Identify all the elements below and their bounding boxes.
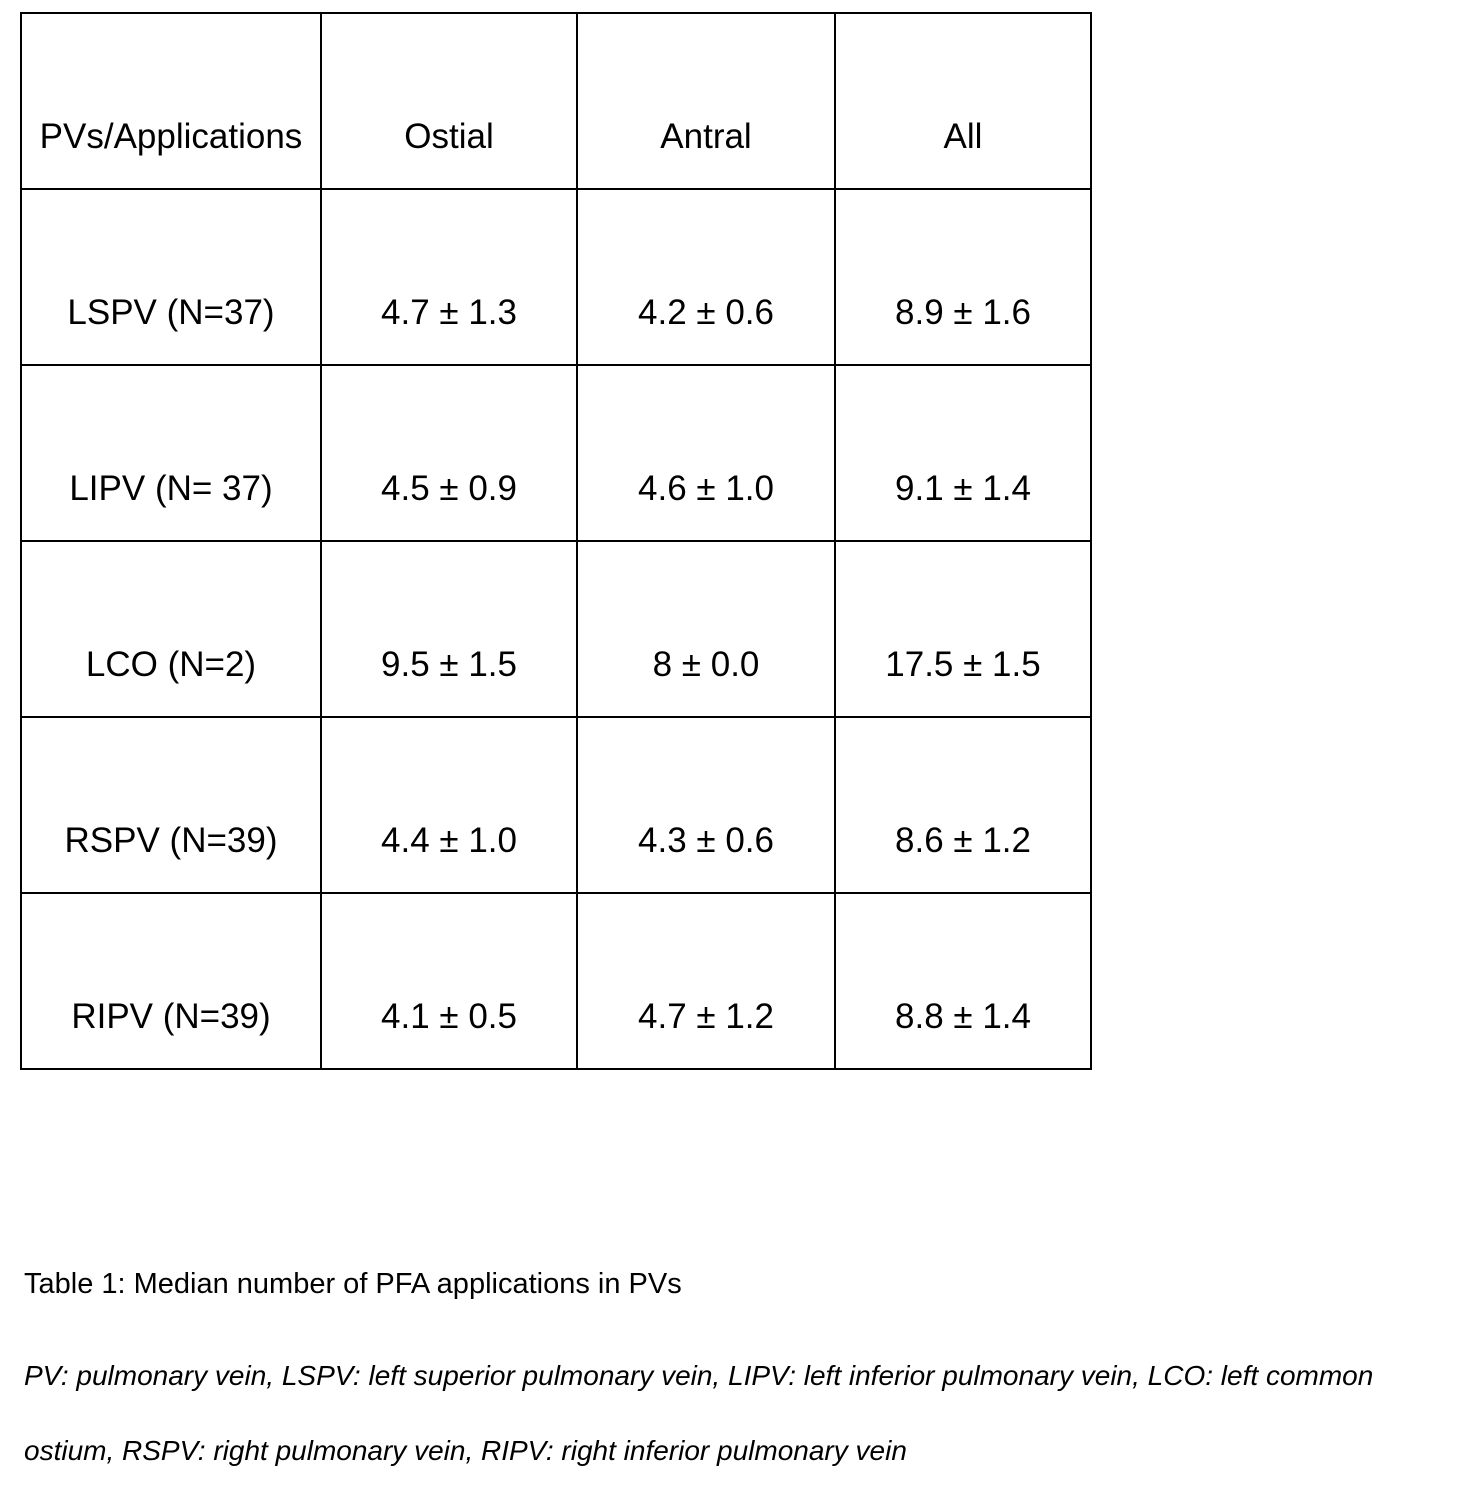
row-label-cell: LIPV (N= 37) — [21, 365, 321, 541]
all-cell: 9.1 ± 1.4 — [835, 365, 1091, 541]
table-row — [21, 893, 1091, 1069]
table-caption: Table 1: Median number of PFA applications in PVs — [24, 1268, 682, 1300]
header-all: All — [835, 13, 1091, 189]
all-cell: 8.6 ± 1.2 — [835, 717, 1091, 893]
ostial-cell: 4.4 ± 1.0 — [321, 717, 577, 893]
table-row — [21, 365, 1091, 541]
table-row — [21, 717, 1091, 893]
ostial-cell: 9.5 ± 1.5 — [321, 541, 577, 717]
table-row — [21, 189, 1091, 365]
ostial-cell: 4.1 ± 0.5 — [321, 893, 577, 1069]
antral-cell: 4.2 ± 0.6 — [577, 189, 835, 365]
row-label-cell: LCO (N=2) — [21, 541, 321, 717]
antral-cell: 4.6 ± 1.0 — [577, 365, 835, 541]
ostial-cell: 4.5 ± 0.9 — [321, 365, 577, 541]
all-cell: 8.9 ± 1.6 — [835, 189, 1091, 365]
header-ostial: Ostial — [321, 13, 577, 189]
all-cell: 17.5 ± 1.5 — [835, 541, 1091, 717]
row-label-cell: RSPV (N=39) — [21, 717, 321, 893]
row-label-cell: RIPV (N=39) — [21, 893, 321, 1069]
antral-cell: 4.3 ± 0.6 — [577, 717, 835, 893]
antral-cell: 8 ± 0.0 — [577, 541, 835, 717]
row-label-cell: LSPV (N=37) — [21, 189, 321, 365]
ostial-cell: 4.7 ± 1.3 — [321, 189, 577, 365]
header-pvs-applications: PVs/Applications — [21, 13, 321, 189]
table-row — [21, 541, 1091, 717]
all-cell: 8.8 ± 1.4 — [835, 893, 1091, 1069]
antral-cell: 4.7 ± 1.2 — [577, 893, 835, 1069]
abbreviations-note: PV: pulmonary vein, LSPV: left superior pulmonary vein, LIPV: left inferior pulmonary vein, LCO: left common ostium, RSPV: right pulmonary vein, RIPV: right inferior pulmonary vein — [24, 1360, 1374, 1466]
table-header-row — [21, 13, 1091, 189]
header-antral: Antral — [577, 13, 835, 189]
pfa-applications-table — [20, 12, 1092, 1070]
